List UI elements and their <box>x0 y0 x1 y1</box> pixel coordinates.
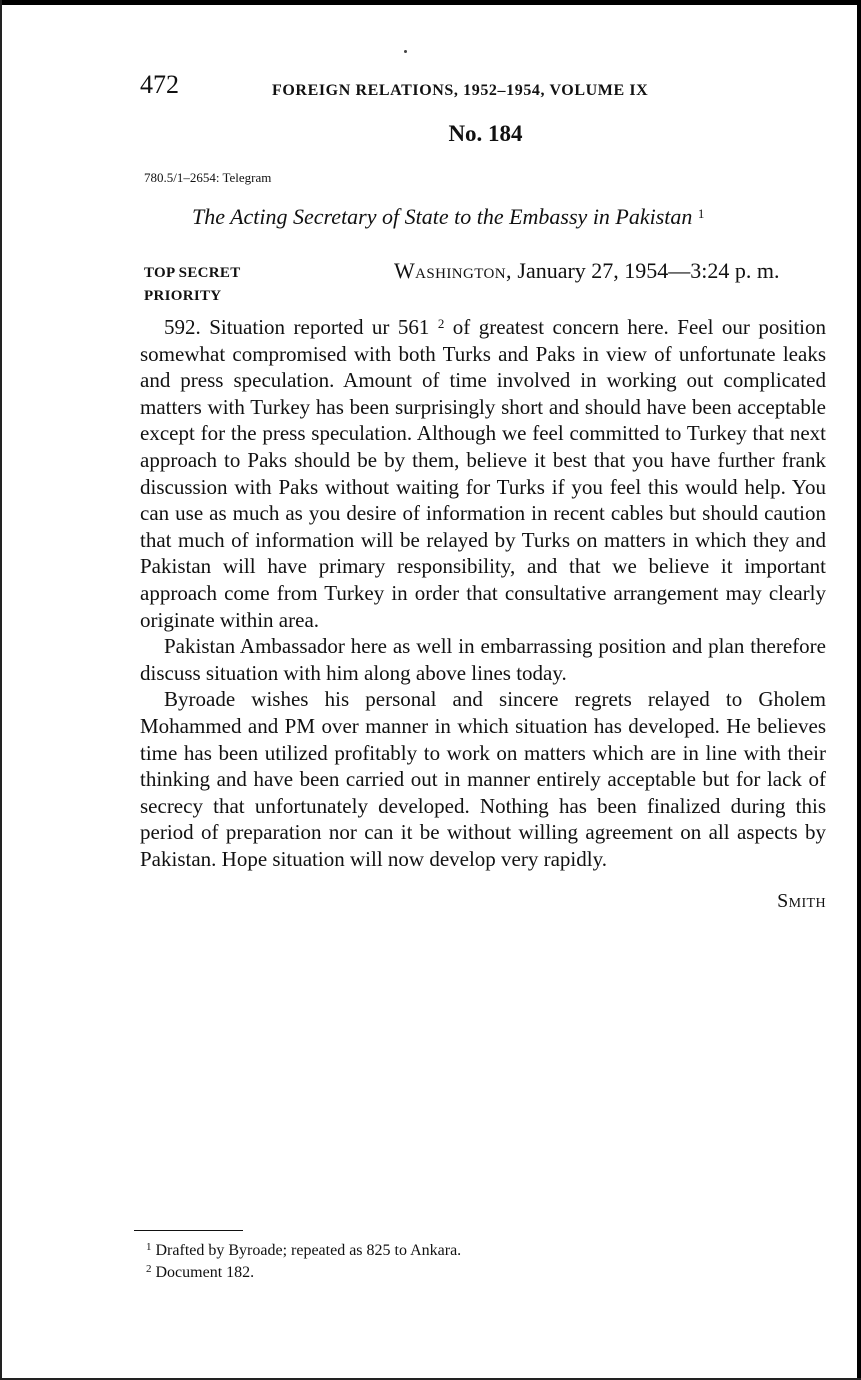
footnotes <box>146 1240 461 1284</box>
paragraph-3: Byroade wishes his personal and sincere regrets relayed to Gholem Mohammed and PM over manner in which situation has developed. He believes time has been utilized profitably to work on matters which are in line with their thinking and have been carried out in manner entirely acceptable but for lack of secrecy that unfortunately developed. Nothing has been finalized during this period of preparation nor can it be without willing agreement on all aspects by Pakistan. Hope situation will now develop very rapidly. <box>140 687 826 871</box>
footnote-1-mark: 1 <box>146 1241 152 1253</box>
footnote-1 <box>146 1240 461 1262</box>
scan-border-right <box>857 0 861 1380</box>
scan-border-top <box>0 0 861 5</box>
paragraph-2: Pakistan Ambassador here as well in embarrassing position and plan therefore discuss situation with him along above lines today. <box>140 634 826 685</box>
telegram-body <box>140 314 826 915</box>
classification-level: TOP SECRET <box>144 265 241 281</box>
footnote-divider <box>134 1230 243 1231</box>
footnote-marker-2: 2 <box>437 316 445 331</box>
document-title-text: The Acting Secretary of State to the Embassy in Pakistan <box>192 204 693 229</box>
document-title <box>192 204 704 230</box>
footnote-1-text: Drafted by Byroade; repeated as 825 to Ankara. <box>151 1242 462 1259</box>
running-head: FOREIGN RELATIONS, 1952–1954, VOLUME IX <box>272 82 649 99</box>
classification-block <box>144 262 241 308</box>
footnote-2 <box>146 1262 461 1284</box>
scan-speck <box>404 50 407 53</box>
document-number: No. 184 <box>448 121 523 146</box>
dateline <box>394 258 780 284</box>
dateline-date: January 27, 1954—3:24 p. m. <box>511 258 780 283</box>
dateline-place: Washington, <box>394 258 512 283</box>
footnote-marker-1: 1 <box>697 206 705 221</box>
file-reference: 780.5/1–2654: Telegram <box>144 170 272 185</box>
page-number: 472 <box>140 70 179 99</box>
paragraph-1-start: 592. Situation reported ur 561 <box>164 315 438 339</box>
footnote-2-text: Document 182. <box>151 1264 255 1281</box>
paragraph-1 <box>140 314 826 633</box>
footnote-2-mark: 2 <box>146 1263 152 1275</box>
signature: Smith <box>777 890 826 913</box>
classification-priority: PRIORITY <box>144 288 222 304</box>
scan-border-left <box>0 0 2 1380</box>
paragraph-1-rest: of greatest concern here. Feel our position somewhat compromised with both Turks and Paks in view of unfortunate leaks and press speculation. Amount of time involved in working out complicated matters with Turkey has been surprisingly short and should have been acceptable except for the press speculation. Although we feel committed to Turkey that next approach to Paks should be by them, believe it best that you have further frank discussion with Paks without waiting for Turks if you feel this would help. You can use as much as you desire of information in recent cables but should caution that much of information will be relayed by Turks on matters in which they and Pakistan will have primary responsibility, and that we believe it important approach come from Turkey in order that consultative arrangement may clearly originate within area. <box>140 315 826 632</box>
